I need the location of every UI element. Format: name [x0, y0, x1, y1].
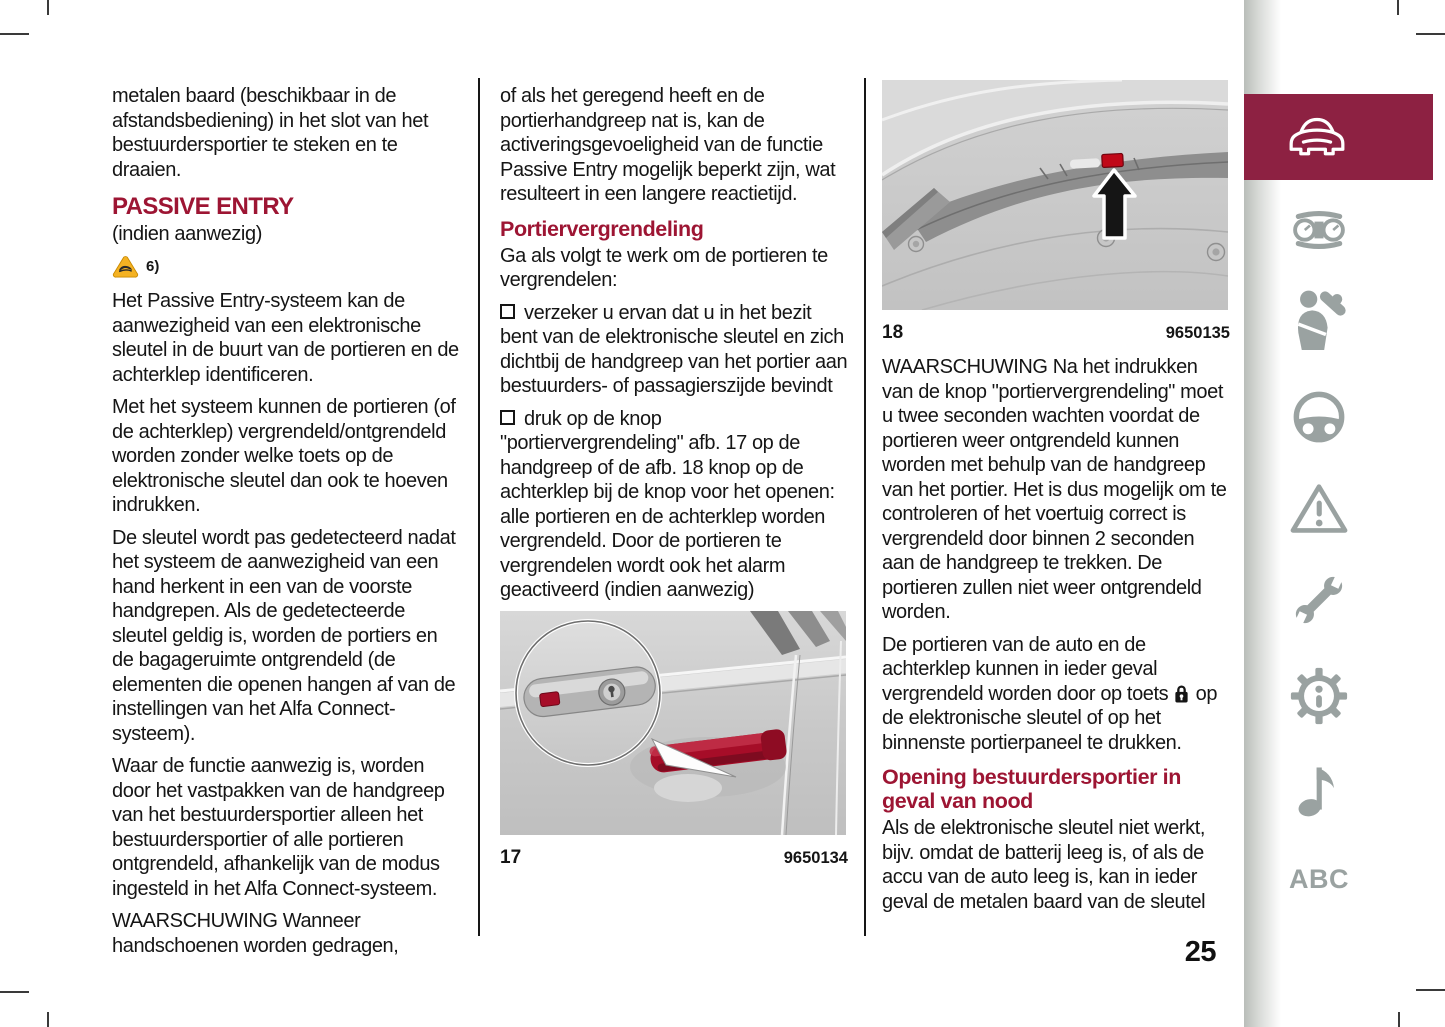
paragraph-with-lock-icon [882, 633, 1230, 756]
crop-mark [1416, 989, 1445, 991]
sidebar-item-technical-info[interactable] [1288, 667, 1350, 725]
bullet-text: verzeker u ervan dat u in het bezit bent van de elektronische sleutel en zich dichtbij de handgreep van het portier aan bestuurders- of passagierszijde bevindt [500, 301, 848, 397]
gear-info-icon [1290, 667, 1348, 725]
subheading: (indien aanwezig) [112, 223, 262, 245]
paragraph: of als het geregend heeft en de portierhandgreep nat is, kan de activeringsgevoeligheid van de functie Passive Entry mogelijk beperkt zijn, wat resulteert in een langere reactietijd. [500, 85, 836, 205]
paragraph: Als de elektronische sleutel niet werkt, bijv. omdat de batterij leeg is, of als de accu van de auto leeg is, kan in ieder geval de metalen baard van de sleutel [882, 817, 1206, 913]
figure-17-image-door-handle [500, 611, 846, 835]
chapter-tab-active[interactable] [1244, 94, 1433, 180]
sidebar-item-safety[interactable] [1288, 288, 1350, 350]
paragraph: metalen baard (beschikbaar in de afstandsbediening) in het slot van het bestuurdersportier te steken en te draaien. [112, 85, 429, 181]
paragraph: Met het systeem kunnen de portieren (of de achterklep) vergrendeld/ontgrendeld worden zonder welke toets op de elektronische sleutel dan ook te hoeven indrukken. [112, 396, 456, 516]
column-right [882, 80, 1230, 922]
paragraph-text: op de elektronische sleutel of op het binnenste portierpaneel te drukken. [882, 682, 1218, 754]
crop-mark [47, 1012, 49, 1027]
figure-18-image-tailgate-button [882, 80, 1228, 310]
crop-mark [1397, 0, 1399, 15]
sidebar-item-service[interactable] [1288, 569, 1350, 631]
paragraph: Het Passive Entry-systeem kan de aanwezigheid van een elektronische sleutel in de buurt van de portieren en de achterklep identificeren. [112, 290, 459, 386]
paragraph-text: De portieren van de auto en de achterklep kunnen in ieder geval vergrendeld worden door op toets [882, 633, 1169, 705]
music-note-icon [1296, 760, 1342, 818]
steering-wheel-icon [1290, 388, 1348, 446]
crop-mark [0, 991, 29, 993]
section-heading-passive-entry: PASSIVE ENTRY [112, 193, 294, 220]
figure-code: 9650134 [783, 849, 848, 867]
instrument-cluster-icon [1288, 206, 1350, 254]
column-middle [500, 84, 848, 871]
paragraph: Ga als volgt te werk om de portieren te vergrendelen: [500, 244, 828, 291]
paragraph: De sleutel wordt pas gedetecteerd nadat het systeem de aanwezigheid van een hand herkent in een van de voorste handgrepen. Als de gedetecteerde sleutel geldig is, worden de portiers en de bagageruimte ontgrendeld (de elementen die openen hangen af van de instellingen van het Alfa Connect-systeem). [112, 526, 456, 745]
crop-mark [0, 33, 29, 35]
section-heading-noodopening: Opening bestuurdersportier in geval van nood [882, 765, 1181, 813]
figure-code: 9650135 [1165, 323, 1230, 342]
warning-triangle-icon [1289, 482, 1349, 536]
lock-icon [1174, 684, 1189, 703]
figure-17 [500, 611, 848, 871]
footnote-reference: 6) [146, 257, 160, 275]
wrench-service-icon [1290, 569, 1348, 631]
sidebar-item-multimedia[interactable] [1288, 760, 1350, 818]
car-front-icon [1286, 106, 1348, 164]
bullet-item [500, 407, 848, 603]
figure-number: 18 [882, 321, 904, 343]
crop-mark [1398, 1012, 1400, 1027]
paragraph: WAARSCHUWING Na het indrukken van de knop "portiervergrendeling" moet u twee seconden wachten voordat de portieren weer ontgrendeld kunnen worden met behulp van de handgreep van het portier. Het is dus mogelijk om te controleren of het voertuig correct is vergrendeld door binnen 2 seconden aan de handgreep te trekken. De portieren zullen niet weer ontgrendeld worden. [882, 356, 1227, 623]
square-bullet-icon [500, 304, 515, 319]
bullet-item [500, 301, 848, 399]
figure-18-caption [882, 321, 1230, 346]
section-heading-portiervergrendeling: Portiervergrendeling [500, 216, 704, 241]
square-bullet-icon [500, 410, 515, 425]
sidebar-item-instrument-cluster[interactable] [1288, 206, 1350, 254]
sidebar-item-warnings[interactable] [1288, 482, 1350, 536]
crop-mark [47, 0, 49, 15]
sidebar-item-driving[interactable] [1288, 388, 1350, 446]
figure-17-caption [500, 846, 848, 871]
sidebar-item-index[interactable]: ABC [1289, 864, 1349, 894]
paragraph: WAARSCHUWING Wanneer handschoenen worden gedragen, [112, 910, 399, 957]
crop-mark [1416, 33, 1445, 35]
footnote-marker-row [112, 255, 462, 280]
airbag-safety-icon [1291, 288, 1347, 350]
paragraph: Waar de functie aanwezig is, worden door het vastpakken van de handgreep van het bestuurdersportier alleen het bestuurdersportier of alle portieren ontgrendeld, afhankelijk van de modus ingesteld in het Alfa Connect-systeem. [112, 755, 445, 900]
column-left [112, 84, 462, 966]
column-divider [478, 78, 480, 936]
column-divider [864, 78, 866, 936]
page-number: 25 [1184, 936, 1216, 968]
figure-number: 17 [500, 847, 522, 868]
bullet-text: druk op de knop "portiervergrendeling" afb. 17 op de handgreep of de afb. 18 knop op de achterklep bij de knop voor het openen: alle portieren en de achterklep worden vergrendeld. Door de portieren te vergrendelen wordt ook het alarm geactiveerd (indien aanwezig) [500, 407, 835, 601]
car-warning-icon [112, 255, 139, 278]
figure-18 [882, 80, 1230, 345]
